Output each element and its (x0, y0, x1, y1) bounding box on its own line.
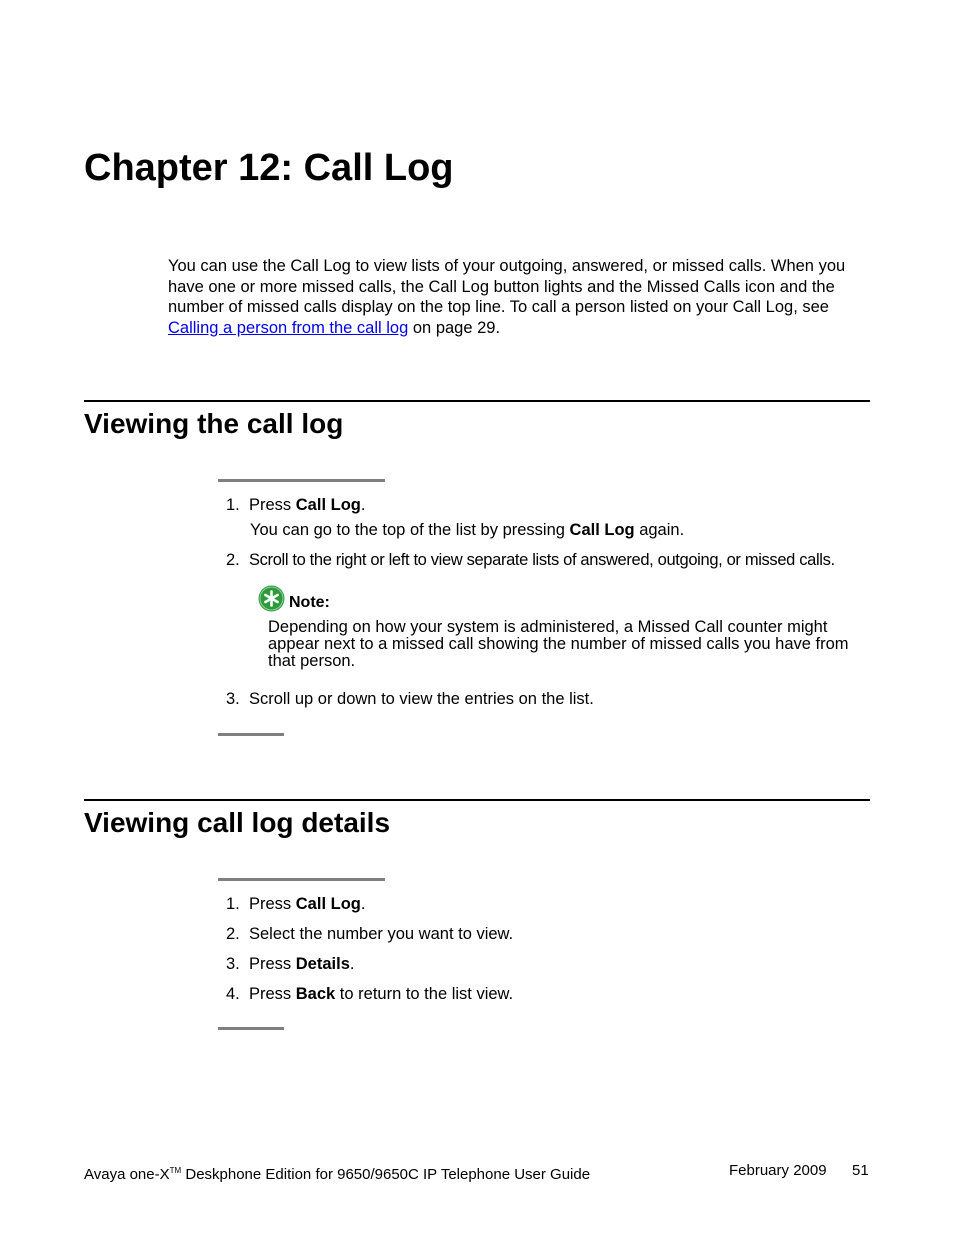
step-key-label: Back (295, 985, 336, 1003)
note-icon (258, 585, 285, 612)
step-text: . (360, 895, 366, 913)
step-number: 2. (226, 925, 240, 943)
step-text: Press (249, 496, 296, 514)
step-key-label: Details (295, 955, 350, 973)
section-divider (84, 400, 870, 402)
procedure-start-bar (218, 878, 385, 881)
step-key-label: Call Log (569, 521, 635, 539)
step-item (226, 689, 594, 709)
step-number: 3. (226, 690, 240, 708)
section-title-viewing-call-log: Viewing the call log (84, 408, 344, 439)
footer-title-text: Avaya one-X (84, 1166, 170, 1183)
page-number: 51 (852, 1162, 869, 1179)
step-item (226, 984, 513, 1004)
step-number: 2. (226, 551, 240, 569)
step-text: Select the number you want to view. (249, 925, 514, 943)
step-text: Scroll to the right or left to view separate lists of answered, outgoing, or missed calls. (249, 551, 835, 569)
note-text: Depending on how your system is administered, a Missed Call counter might appear next to a missed call showing the number of missed calls you have from that person. (268, 618, 849, 670)
chapter-title: Chapter 12: Call Log (84, 147, 454, 189)
step-text: Press (249, 955, 296, 973)
step-text: . (349, 955, 355, 973)
trademark-symbol: TM (169, 1166, 182, 1175)
step-text: Press (249, 895, 296, 913)
step-detail (250, 520, 684, 540)
step-item (226, 954, 354, 974)
intro-paragraph (168, 256, 873, 338)
step-detail-text: again. (634, 521, 685, 539)
step-number: 3. (226, 955, 240, 973)
procedure-end-bar (218, 1027, 284, 1030)
section-divider (84, 799, 870, 801)
step-text: . (360, 496, 366, 514)
procedure-end-bar (218, 733, 284, 736)
section-title-call-log-details: Viewing call log details (84, 807, 391, 838)
footer-title-text: Deskphone Edition for 9650/9650C IP Telephone User Guide (181, 1166, 591, 1183)
step-key-label: Call Log (295, 895, 361, 913)
procedure-start-bar (218, 479, 385, 482)
step-text: Press (249, 985, 296, 1003)
footer-date: February 2009 (729, 1162, 827, 1179)
step-number: 1. (226, 895, 240, 913)
step-text: Scroll up or down to view the entries on the list. (249, 690, 594, 708)
step-number: 4. (226, 985, 240, 1003)
step-item (226, 550, 835, 570)
step-key-label: Call Log (295, 496, 361, 514)
step-item (226, 924, 513, 944)
calling-person-link[interactable]: Calling a person from the call log (168, 318, 409, 337)
footer-document-title (84, 1161, 590, 1185)
step-text: to return to the list view. (335, 985, 514, 1003)
step-detail-text: You can go to the top of the list by pressing (250, 521, 570, 539)
intro-suffix: on page 29. (408, 318, 501, 337)
intro-text: You can use the Call Log to view lists of your outgoing, answered, or missed calls. When you have one or more missed calls, the Call Log button lights and the Missed Calls icon and the number of missed calls display on the top line. To call a person listed on your Call Log, see (168, 257, 846, 316)
step-number: 1. (226, 496, 240, 514)
note-label: Note: (289, 594, 330, 611)
step-item (226, 495, 365, 515)
step-item (226, 894, 365, 914)
